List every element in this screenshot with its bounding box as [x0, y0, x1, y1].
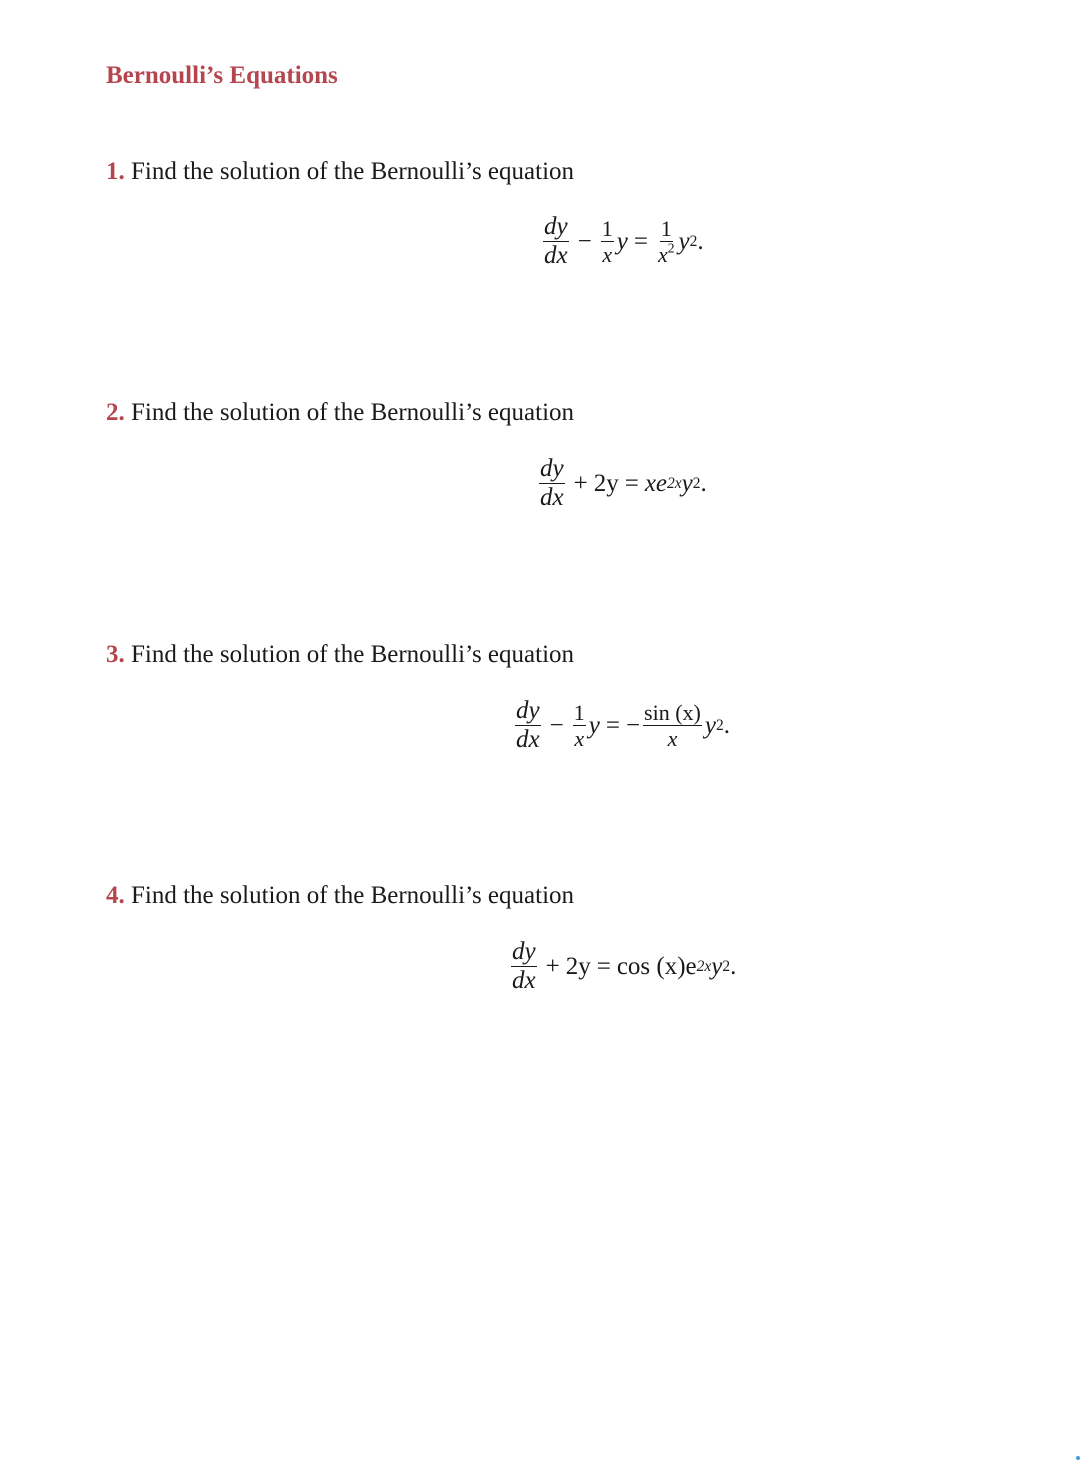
equals-sign: = — [624, 469, 639, 497]
problem-1-prompt — [106, 158, 1006, 186]
derivative-fraction — [511, 939, 537, 995]
period: . — [723, 711, 730, 739]
fraction-numerator: dy — [515, 698, 541, 726]
derivative-fraction — [515, 698, 541, 754]
fraction-denominator: x — [602, 242, 613, 268]
page-title: Bernoulli’s Equations — [106, 62, 338, 89]
variable: y — [616, 227, 628, 255]
fraction-numerator: 1 — [601, 216, 613, 242]
derivative-fraction — [539, 456, 565, 512]
exponent: 2 — [667, 240, 675, 256]
problem-2 — [106, 399, 1006, 427]
problem-number: 4. — [106, 882, 125, 909]
negative-sign: − — [625, 711, 641, 739]
term: 2y — [565, 952, 591, 980]
period: . — [730, 952, 737, 980]
problem-number: 2. — [106, 399, 125, 426]
fraction-denominator: x — [574, 726, 585, 752]
problem-number: 1. — [106, 158, 125, 185]
fraction-denominator: dx — [516, 726, 540, 754]
problem-text: Find the solution of the Bernoulli’s equation — [131, 641, 575, 668]
derivative-fraction — [543, 214, 569, 270]
scroll-indicator — [1076, 1456, 1080, 1460]
equals-sign: = — [596, 952, 611, 980]
fraction-numerator: 1 — [660, 216, 672, 242]
operator: + — [545, 952, 560, 980]
equation-1: $\frac{dy}{dx}$ − $\frac{1}{x}$ y = $\frac{1}{x^2}$ y 2 . — [544, 213, 704, 270]
equation-4: $\frac{dy}{dx}$ + 2y = cos (x)e 2x y 2 . — [512, 938, 737, 995]
problem-4-prompt — [106, 882, 1006, 910]
period: . — [700, 469, 707, 497]
fraction-numerator: dy — [511, 939, 537, 967]
fraction-denominator: x — [667, 726, 678, 752]
fraction-numerator: dy — [543, 214, 569, 242]
fraction-denominator — [657, 242, 676, 266]
fraction-numerator: sin (x) — [644, 700, 701, 726]
fraction-denominator: dx — [512, 967, 536, 995]
equals-sign: = — [633, 227, 648, 255]
problem-3 — [106, 641, 1006, 669]
fraction-numerator: 1 — [573, 700, 585, 726]
coefficient-fraction — [573, 701, 586, 750]
variable: y — [678, 227, 690, 255]
problem-1 — [106, 158, 1006, 186]
term: 2y — [593, 469, 619, 497]
problem-4 — [106, 882, 1006, 910]
fraction-numerator: dy — [539, 456, 565, 484]
variable: y — [711, 952, 723, 980]
operator: − — [549, 711, 564, 739]
rhs-fraction — [643, 701, 702, 750]
equals-sign: = — [605, 711, 620, 739]
rhs-term: cos (x)e — [616, 952, 697, 980]
coefficient-fraction — [601, 217, 614, 266]
problem-3-prompt — [106, 641, 1006, 669]
equation-3: $\frac{dy}{dx}$ − $\frac{1}{x}$ y = − $\frac{\sin (x)}{x}$ y 2 . — [516, 697, 730, 754]
variable: y — [588, 711, 600, 739]
period: . — [697, 227, 704, 255]
operator: − — [577, 227, 592, 255]
equation-2: $\frac{dy}{dx}$ + 2y = xe 2x y 2 . — [540, 455, 707, 512]
rhs-term: xe — [644, 469, 668, 497]
denominator-base: x — [657, 242, 668, 268]
operator: + — [573, 469, 588, 497]
problem-text: Find the solution of the Bernoulli’s equation — [131, 399, 575, 426]
problem-number: 3. — [106, 641, 125, 668]
variable: y — [681, 469, 693, 497]
problem-text: Find the solution of the Bernoulli’s equation — [131, 158, 575, 185]
problem-text: Find the solution of the Bernoulli’s equation — [131, 882, 575, 909]
fraction-denominator: dx — [540, 484, 564, 512]
variable: y — [704, 711, 716, 739]
rhs-fraction — [657, 217, 676, 266]
fraction-denominator: dx — [544, 242, 568, 270]
problem-2-prompt — [106, 399, 1006, 427]
